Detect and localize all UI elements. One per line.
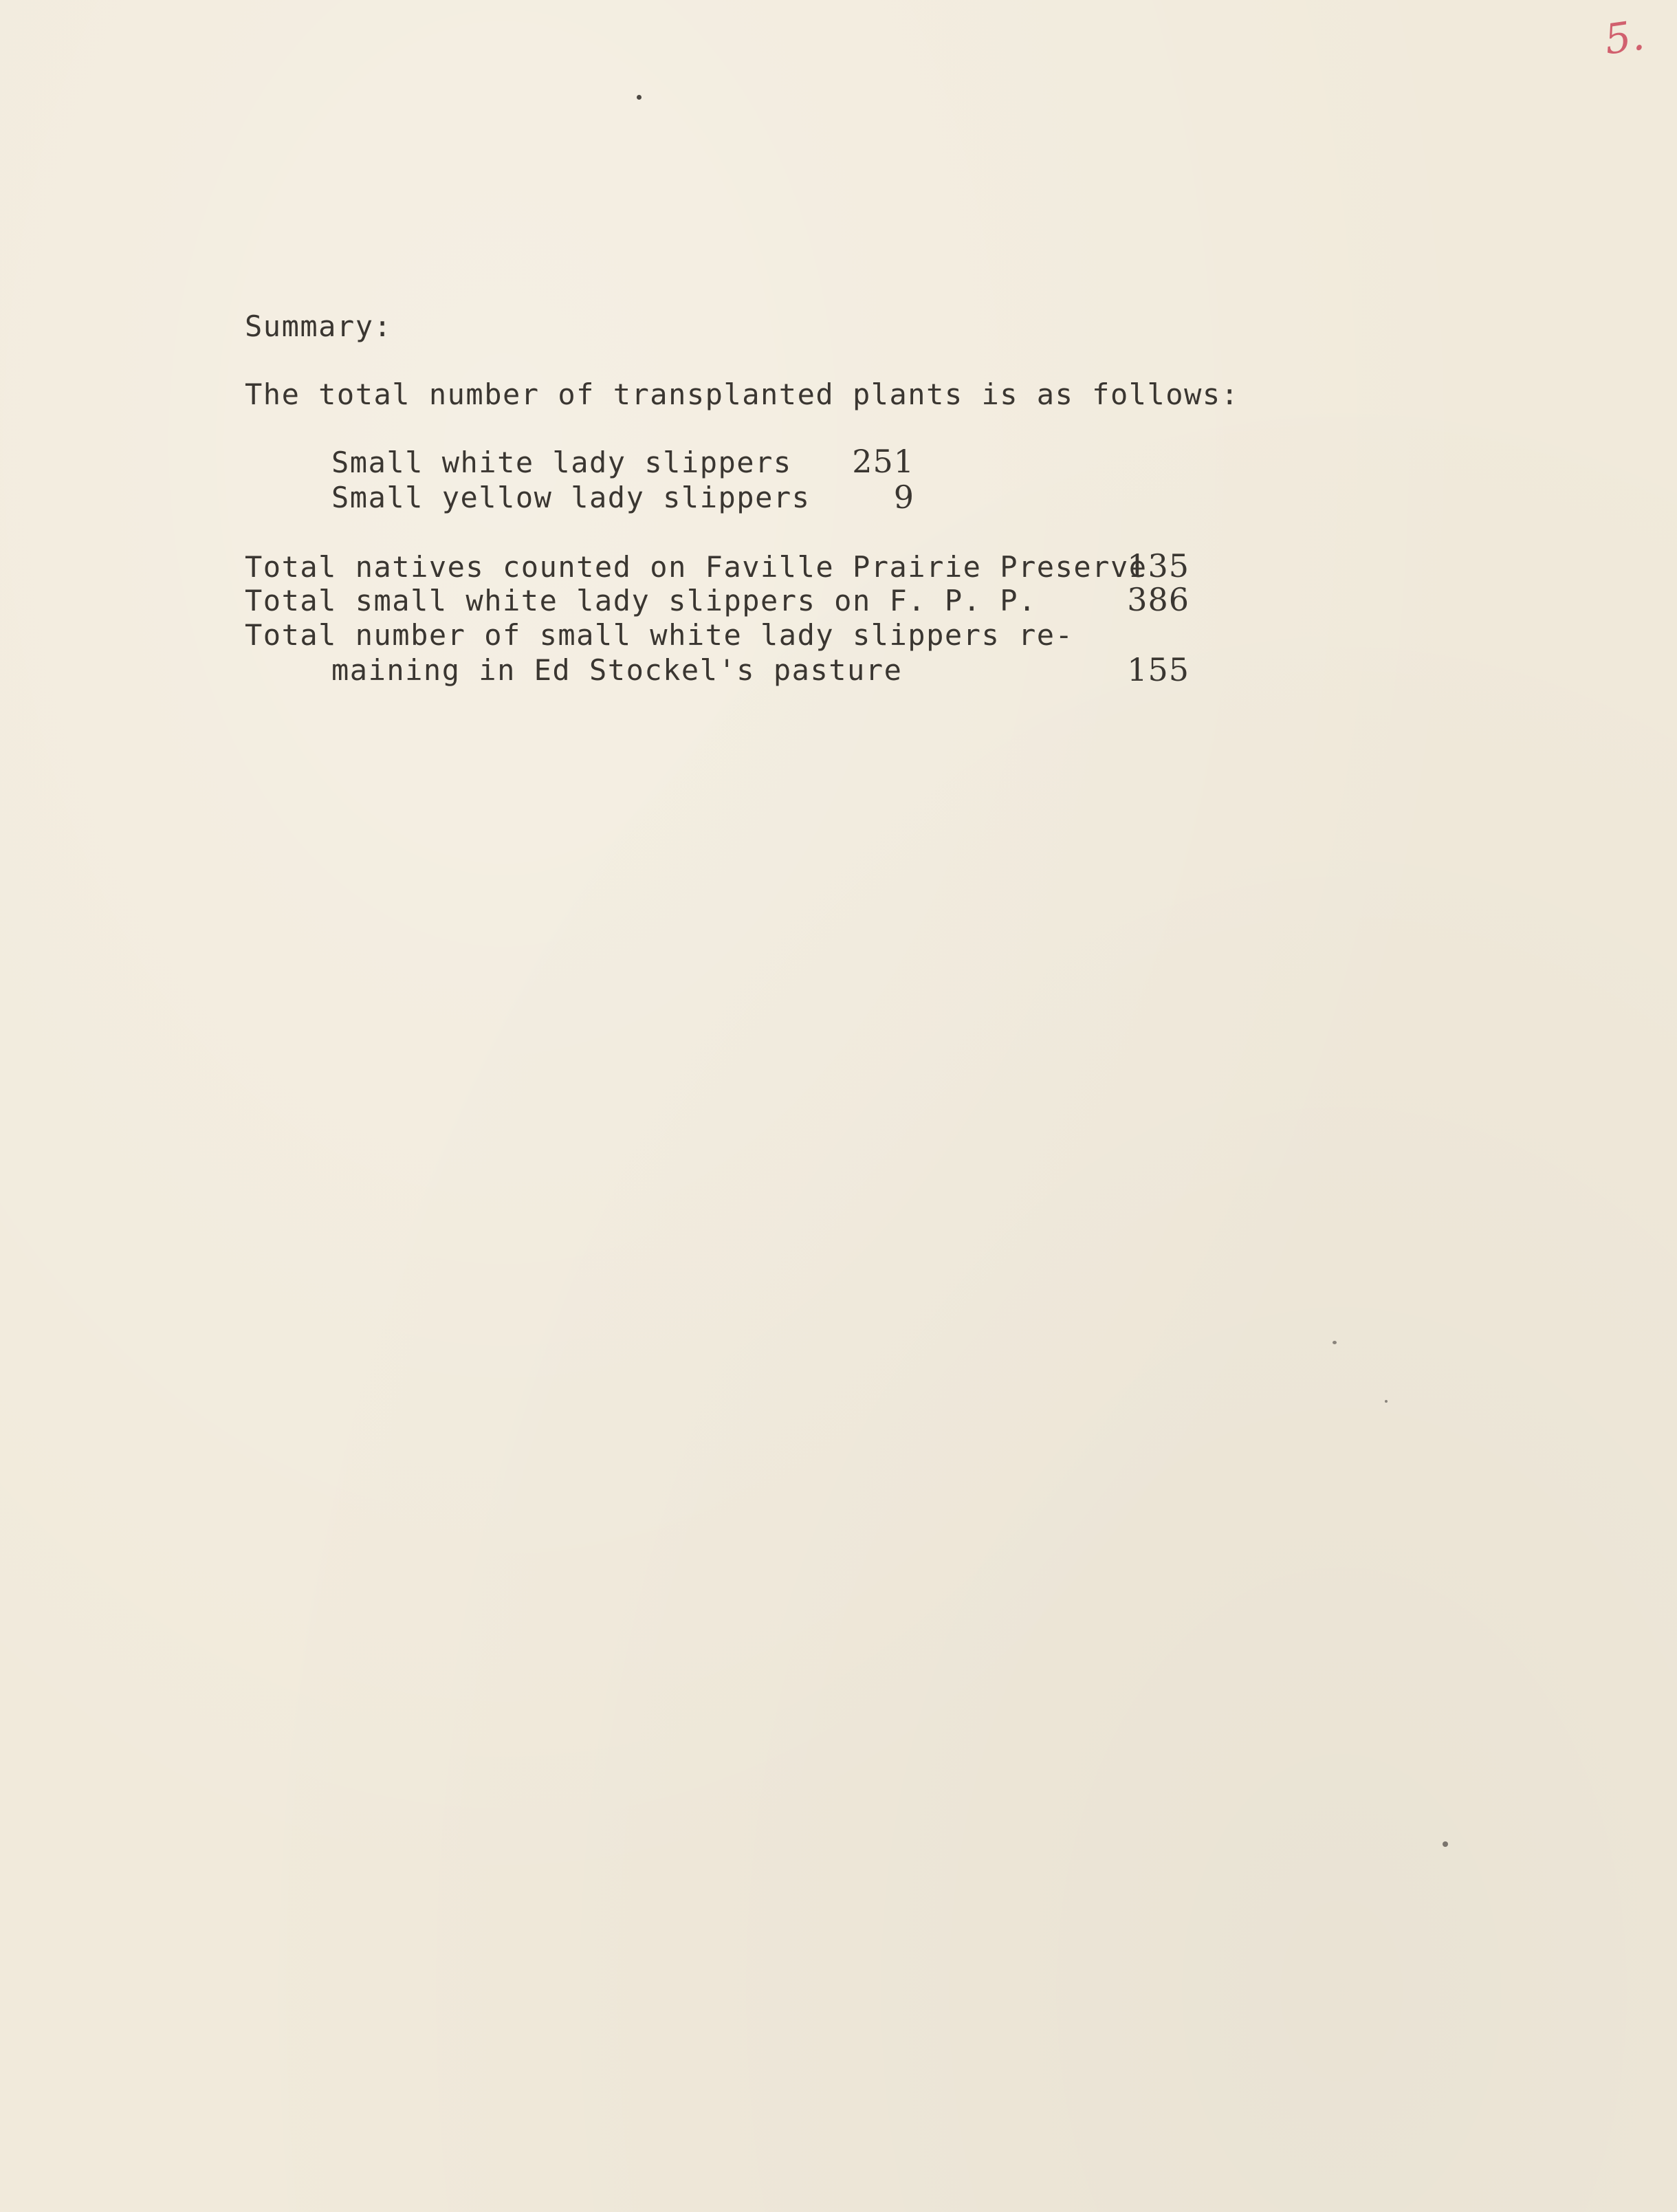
total-remaining-label-line1: Total number of small white lady slippers re- [245,618,1074,652]
total-fpp-white-label: Total small white lady slippers on F. P. P. [245,584,1037,617]
transplanted-white-count: 251 [852,443,914,480]
paper-speck [637,95,642,100]
total-natives-count: 135 [1127,547,1190,584]
intro-sentence: The total number of transplanted plants is as follows: [245,377,1240,411]
summary-heading: Summary: [245,309,393,343]
total-fpp-white-count: 386 [1127,581,1190,618]
paper-speck [1385,1400,1388,1403]
page-number: 5. [1601,11,1647,65]
total-remaining-label-line2: maining in Ed Stockel's pasture [331,653,903,687]
total-natives-label: Total natives counted on Faville Prairie Preserve [245,550,1148,584]
transplanted-yellow-count: 9 [893,479,914,516]
transplanted-white-label: Small white lady slippers [331,446,792,479]
total-remaining-count: 155 [1127,651,1190,688]
paper-speck [1443,1841,1448,1847]
transplanted-yellow-label: Small yellow lady slippers [331,481,811,514]
paper-speck [1333,1341,1337,1344]
